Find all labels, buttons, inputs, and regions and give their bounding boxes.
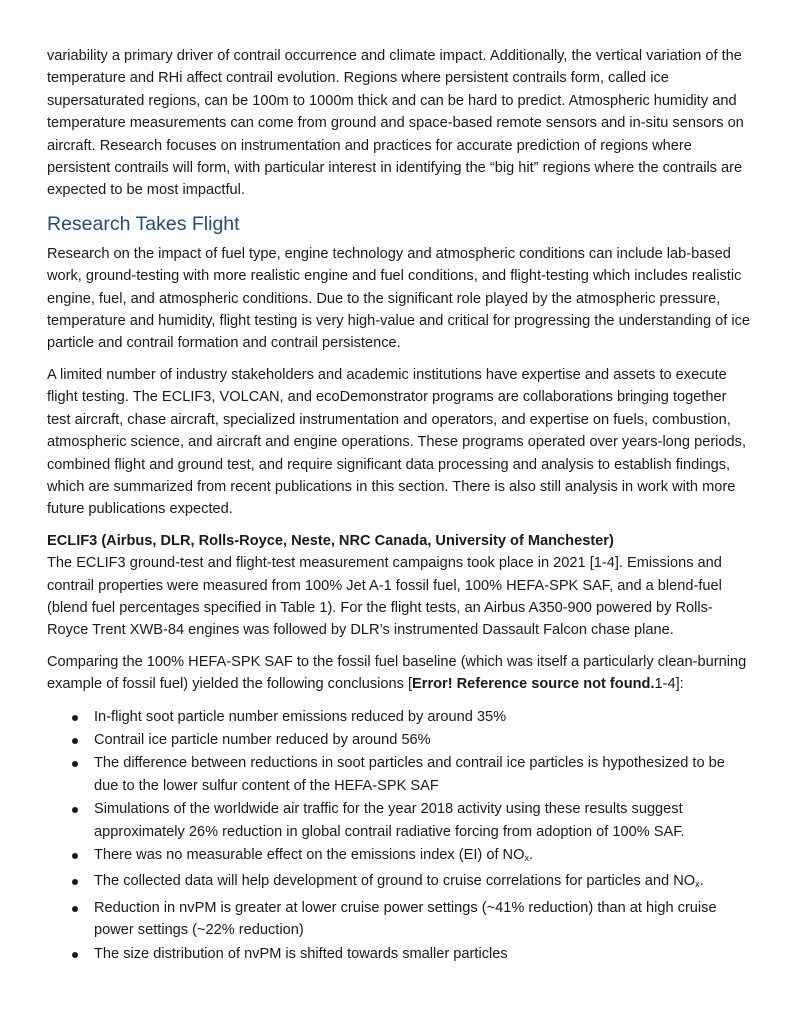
list-item-text: The difference between reductions in soot particles and contrail ice particles is hypothesized to be due to the lower sulfur content of the HEFA-SPK SAF bbox=[94, 755, 725, 794]
reference-error-text: Error! Reference source not found. bbox=[412, 676, 655, 693]
comparison-text-end: 1-4]: bbox=[654, 676, 684, 693]
conclusions-list bbox=[47, 706, 753, 965]
intro-paragraph: variability a primary driver of contrail occurrence and climate impact. Additionally, the vertical variation of the temperature and RHi affect contrail evolution. Regions where persistent contrails form, called ice supersaturated regions, can be 100m to 1000m thick and can be hard to predict. Atmospheric humidity and temperature measurements can come from ground and space-based remote sensors and in-situ sensors on aircraft. Research focuses on instrumentation and practices for accurate prediction of regions where persistent contrails will form, with particular interest in identifying the “big hit” regions where the contrails are expected to be most impactful. bbox=[47, 48, 744, 199]
list-item bbox=[94, 870, 753, 895]
list-item-end: . bbox=[528, 847, 534, 863]
list-item bbox=[94, 706, 753, 728]
list-item-text: Simulations of the worldwide air traffic for the year 2018 activity using these results suggest approximately 26% reduction in global contrail radiative forcing from adoption of 100% SAF. bbox=[94, 801, 685, 840]
eclif3-paragraph: The ECLIF3 ground-test and flight-test measurement campaigns took place in 2021 [1-4]. Emissions and contrail properties were measured from 100% Jet A-1 fossil fuel, 100% HEFA-SPK SAF, and a blend-fuel (blend fuel percentages specified in Table 1). For the flight tests, an Airbus A350-900 powered by Rolls-Royce Trent XWB-84 engines was followed by DLR’s instrumented Dassault Falcon chase plane. bbox=[47, 555, 722, 639]
research-paragraph-1: Research on the impact of fuel type, engine technology and atmospheric conditions can include lab-based work, ground-testing with more realistic engine and fuel conditions, and flight-testing which includes realistic engine, fuel, and atmospheric conditions. Due to the significant role played by the atmospheric pressure, temperature and humidity, flight testing is very high-value and critical for progressing the understanding of ice particle and contrail formation and contrail persistence. bbox=[47, 245, 751, 352]
bullet-icon bbox=[72, 952, 78, 958]
comparison-text-start: Comparing the 100% HEFA-SPK SAF to the fossil fuel baseline (which was itself a particularly clean-burning example of fossil fuel) yielded the following conclusions [ bbox=[47, 653, 747, 693]
bullet-icon bbox=[72, 807, 78, 813]
bullet-icon bbox=[72, 715, 78, 721]
bullet-icon bbox=[72, 761, 78, 767]
list-item bbox=[94, 798, 753, 843]
bullet-icon bbox=[72, 738, 78, 744]
list-item-text: Reduction in nvPM is greater at lower cruise power settings (~41% reduction) than at high cruise power settings (~22% reduction) bbox=[94, 899, 717, 939]
subscript-x: x bbox=[695, 879, 700, 890]
subscript-x: x bbox=[524, 853, 529, 863]
comparison-paragraph bbox=[47, 651, 753, 696]
bullet-icon bbox=[72, 906, 78, 912]
list-item-text: The size distribution of nvPM is shifted towards smaller particles bbox=[94, 945, 508, 962]
section-heading: Research Takes Flight bbox=[47, 212, 240, 235]
bullet-icon bbox=[72, 853, 78, 859]
list-item bbox=[94, 729, 753, 751]
list-item bbox=[94, 897, 753, 942]
research-paragraph-2: A limited number of industry stakeholders and academic institutions have expertise and assets to execute flight testing. The ECLIF3, VOLCAN, and ecoDemonstrator programs are collaborations bringing together test aircraft, chase aircraft, specialized instrumentation and operators, and expertise on fuels, combustion, atmospheric science, and aircraft and engine operations. These programs operated over years-long periods, combined flight and ground test, and require significant data processing and analysis to establish findings, which are summarized from recent publications in this section. There is also still analysis in work with more future publications expected. bbox=[47, 366, 747, 518]
list-item bbox=[94, 844, 753, 869]
list-item-end: . bbox=[699, 873, 704, 890]
list-item-text: The collected data will help development of ground to cruise correlations for particles and NO bbox=[94, 873, 696, 890]
list-item-text: In-flight soot particle number emissions reduced by around 35% bbox=[94, 708, 507, 725]
eclif3-heading: ECLIF3 (Airbus, DLR, Rolls-Royce, Neste, NRC Canada, University of Manchester) bbox=[47, 532, 614, 549]
list-item-text: Contrail ice particle number reduced by around 56% bbox=[94, 731, 431, 748]
bullet-icon bbox=[72, 879, 78, 885]
document-page bbox=[47, 45, 753, 966]
list-item-text: There was no measurable effect on the emissions index (EI) of NO bbox=[94, 847, 525, 863]
list-item bbox=[94, 752, 753, 797]
list-item bbox=[94, 943, 753, 965]
